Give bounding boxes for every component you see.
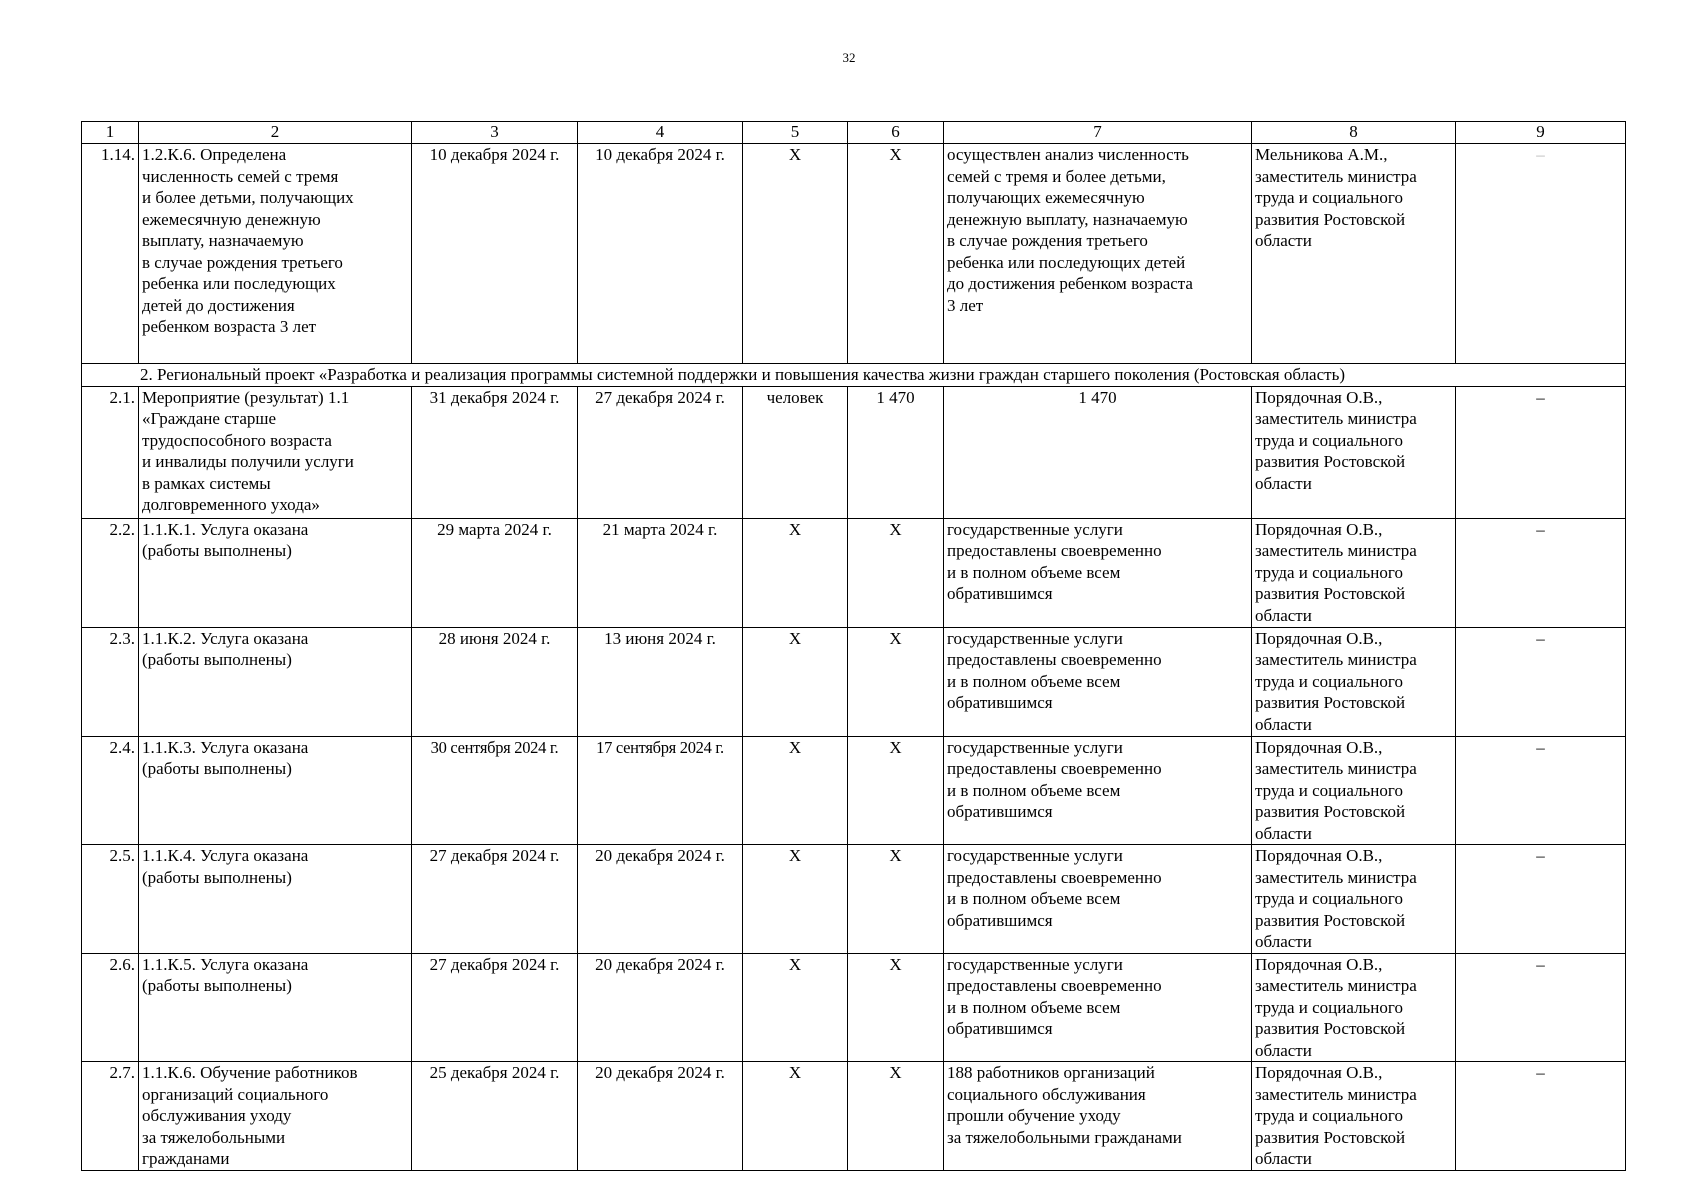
note-cell: –: [1456, 1062, 1626, 1171]
row-number: 2.7.: [82, 1062, 139, 1171]
result-cell: государственные услуги предоставлены своевременно и в полном объеме всем обратившимся: [944, 845, 1252, 954]
table-row: [82, 144, 1626, 364]
table-row: [82, 627, 1626, 736]
note-cell: –: [1456, 144, 1626, 364]
column-number: 6: [848, 122, 944, 144]
plan-value-cell: Х: [848, 845, 944, 954]
row-number: 2.5.: [82, 845, 139, 954]
table-row: [82, 736, 1626, 845]
unit-cell: Х: [743, 144, 848, 364]
column-number: 7: [944, 122, 1252, 144]
plan-value-cell: Х: [848, 627, 944, 736]
plan-value-cell: Х: [848, 1062, 944, 1171]
date-plan: 30 сентября 2024 г.: [412, 736, 578, 845]
activity-name: 1.1.К.3. Услуга оказана (работы выполнены): [139, 736, 412, 845]
activity-name: 1.2.К.6. Определена численность семей с тремя и более детьми, получающих ежемесячную денежную выплату, назначаемую в случае рождения третьего ребенка или последующих детей до достижения ребенком возраста 3 лет: [139, 144, 412, 364]
report-table: [81, 121, 1626, 1171]
result-cell: государственные услуги предоставлены своевременно и в полном объеме всем обратившимся: [944, 736, 1252, 845]
responsible-cell: Порядочная О.В., заместитель министра труда и социального развития Ростовской области: [1252, 736, 1456, 845]
row-number: 2.1.: [82, 386, 139, 518]
date-fact: 20 декабря 2024 г.: [578, 845, 743, 954]
result-cell: 188 работников организаций социального обслуживания прошли обучение уходу за тяжелобольными гражданами: [944, 1062, 1252, 1171]
plan-value-cell: Х: [848, 144, 944, 364]
activity-name: 1.1.К.5. Услуга оказана (работы выполнены): [139, 953, 412, 1062]
note-cell: –: [1456, 627, 1626, 736]
date-fact: 13 июня 2024 г.: [578, 627, 743, 736]
row-number: 2.2.: [82, 518, 139, 627]
date-fact: 27 декабря 2024 г.: [578, 386, 743, 518]
plan-value-cell: Х: [848, 518, 944, 627]
plan-value-cell: Х: [848, 953, 944, 1062]
unit-cell: Х: [743, 627, 848, 736]
note-cell: –: [1456, 386, 1626, 518]
column-number: 3: [412, 122, 578, 144]
note-cell: –: [1456, 845, 1626, 954]
date-fact: 20 декабря 2024 г.: [578, 953, 743, 1062]
table-row: [82, 1062, 1626, 1171]
result-cell: государственные услуги предоставлены своевременно и в полном объеме всем обратившимся: [944, 518, 1252, 627]
unit-cell: Х: [743, 1062, 848, 1171]
activity-name: 1.1.К.2. Услуга оказана (работы выполнены): [139, 627, 412, 736]
plan-value-cell: Х: [848, 736, 944, 845]
date-fact: 17 сентября 2024 г.: [578, 736, 743, 845]
row-number: 2.6.: [82, 953, 139, 1062]
result-cell: осуществлен анализ численность семей с тремя и более детьми, получающих ежемесячную денежную выплату, назначаемую в случае рождения третьего ребенка или последующих детей до достижения ребенком возраста 3 лет: [944, 144, 1252, 364]
plan-value-cell: 1 470: [848, 386, 944, 518]
note-cell: –: [1456, 518, 1626, 627]
date-plan: 27 декабря 2024 г.: [412, 953, 578, 1062]
column-number: 1: [82, 122, 139, 144]
column-number: 2: [139, 122, 412, 144]
activity-name: Мероприятие (результат) 1.1 «Граждане старше трудоспособного возраста и инвалиды получили услуги в рамках системы долговременного ухода»: [139, 386, 412, 518]
result-cell: государственные услуги предоставлены своевременно и в полном объеме всем обратившимся: [944, 627, 1252, 736]
row-number: 2.4.: [82, 736, 139, 845]
responsible-cell: Порядочная О.В., заместитель министра труда и социального развития Ростовской области: [1252, 386, 1456, 518]
note-cell: –: [1456, 953, 1626, 1062]
responsible-cell: Мельникова А.М., заместитель министра труда и социального развития Ростовской области: [1252, 144, 1456, 364]
section-title: 2. Региональный проект «Разработка и реализация программы системной поддержки и повышения качества жизни граждан старшего поколения (Ростовская область): [82, 364, 1626, 387]
result-cell: 1 470: [944, 386, 1252, 518]
date-fact: 21 марта 2024 г.: [578, 518, 743, 627]
date-plan: 31 декабря 2024 г.: [412, 386, 578, 518]
date-plan: 27 декабря 2024 г.: [412, 845, 578, 954]
column-number: 4: [578, 122, 743, 144]
section-heading-row: [82, 364, 1626, 387]
date-plan: 29 марта 2024 г.: [412, 518, 578, 627]
date-fact: 20 декабря 2024 г.: [578, 1062, 743, 1171]
responsible-cell: Порядочная О.В., заместитель министра труда и социального развития Ростовской области: [1252, 627, 1456, 736]
unit-cell: человек: [743, 386, 848, 518]
row-number: 2.3.: [82, 627, 139, 736]
unit-cell: Х: [743, 518, 848, 627]
table-row: [82, 518, 1626, 627]
date-plan: 25 декабря 2024 г.: [412, 1062, 578, 1171]
row-number: 1.14.: [82, 144, 139, 364]
activity-name: 1.1.К.1. Услуга оказана (работы выполнены): [139, 518, 412, 627]
unit-cell: Х: [743, 736, 848, 845]
column-number: 9: [1456, 122, 1626, 144]
page-number: 32: [842, 50, 856, 65]
activity-name: 1.1.К.6. Обучение работников организаций социального обслуживания уходу за тяжелобольными гражданами: [139, 1062, 412, 1171]
result-cell: государственные услуги предоставлены своевременно и в полном объеме всем обратившимся: [944, 953, 1252, 1062]
table-row: [82, 386, 1626, 518]
column-number: 8: [1252, 122, 1456, 144]
column-number-row: [82, 122, 1626, 144]
table-row: [82, 953, 1626, 1062]
column-number: 5: [743, 122, 848, 144]
date-plan: 10 декабря 2024 г.: [412, 144, 578, 364]
responsible-cell: Порядочная О.В., заместитель министра труда и социального развития Ростовской области: [1252, 953, 1456, 1062]
date-plan: 28 июня 2024 г.: [412, 627, 578, 736]
responsible-cell: Порядочная О.В., заместитель министра труда и социального развития Ростовской области: [1252, 518, 1456, 627]
activity-name: 1.1.К.4. Услуга оказана (работы выполнены): [139, 845, 412, 954]
responsible-cell: Порядочная О.В., заместитель министра труда и социального развития Ростовской области: [1252, 1062, 1456, 1171]
note-cell: –: [1456, 736, 1626, 845]
unit-cell: Х: [743, 953, 848, 1062]
unit-cell: Х: [743, 845, 848, 954]
table-row: [82, 845, 1626, 954]
date-fact: 10 декабря 2024 г.: [578, 144, 743, 364]
responsible-cell: Порядочная О.В., заместитель министра труда и социального развития Ростовской области: [1252, 845, 1456, 954]
